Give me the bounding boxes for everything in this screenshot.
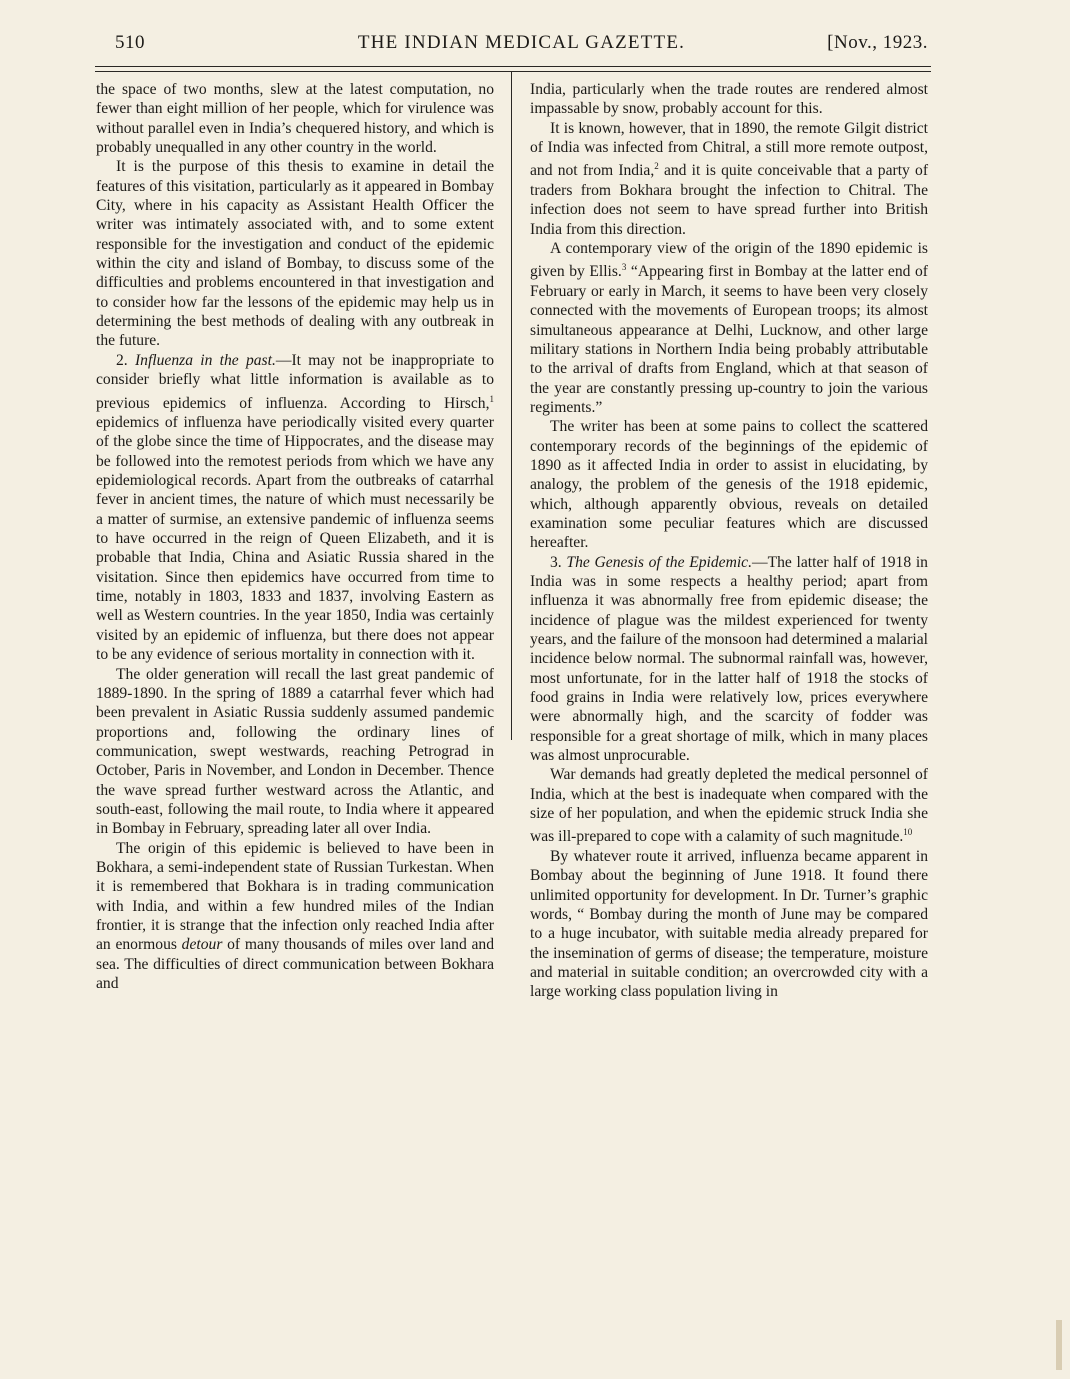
- paragraph: [530, 765, 928, 847]
- right-column: [530, 80, 928, 1002]
- paragraph: India, particularly when the trade routes are rendered almost impassable by snow, probably account for this.: [530, 81, 928, 118]
- header-rule-bottom: [95, 71, 931, 72]
- header-rule-top: [95, 66, 931, 67]
- paragraph-text: War demands had greatly depleted the medical personnel of India, which at the best is inadequate when compared with the size of her population, and when the epidemic struck India she was ill-prepared to cope with a calamity of such magnitude.: [530, 766, 928, 846]
- footnote-ref: 1: [489, 393, 494, 404]
- paragraph-text: It may not be inappropriate to consider briefly what little information is available as to previous epidemics of influenza. According to Hirsch,: [96, 351, 494, 412]
- paragraph-text: A contemporary view of the origin of the 1890 epidemic is given by Ellis.: [530, 239, 928, 281]
- paragraph: [96, 351, 494, 665]
- paragraph: the space of two months, slew at the latest computation, no fewer than eight million of her people, which for virulence was without parallel even in India’s chequered history, and which is probably unequalled in any other country in the world.: [96, 81, 494, 157]
- page-number: 510: [115, 32, 145, 53]
- paragraph: [530, 239, 928, 417]
- issue-date: [Nov., 1923.: [827, 32, 928, 53]
- italic-word: detour: [181, 936, 223, 954]
- paragraph-text: It is known, however, that in 1890, the remote Gilgit district of India was infected from Chitral, a still more remote outpost, and not from India,: [530, 119, 928, 180]
- paragraph-text: epidemics of influenza have periodically visited every quarter of the globe since the time of Hippocrates, and the disease may be followed into the remotest periods from which we have any epidemiological records. Apart from the outbreaks of catarrhal fever in ancient times, the nature of which must necessarily be a matter of surmise, an extensive pandemic of influenza seems to have occurred in the reign of Queen Elizabeth, and it is probable that India, China and Asiatic Russia shared in the visitation. Since then epidemics have occurred from time to time, notably in 1803, 1833 and 1837, involving Eastern as well as Western countries. In the year 1850, India was certainly visited by an epidemic of influenza, but there does not appear to be any evidence of serious mortality in connection with it.: [96, 414, 494, 664]
- running-header: [115, 32, 928, 60]
- paragraph-text: The latter half of 1918 in India was in some respects a healthy period; apart from influenza it was abnormally free from epidemic disease; the incidence of plague was the mildest experienced for twenty years, and the failure of the monsoon had determined a malarial incidence below normal. The subnormal rainfall was, however, most unfortunate, for in the latter half of 1918 the stocks of food grains in India were relatively low, prices everywhere were abnormally high, and the scarcity of fodder was responsible for a great shortage of milk, which in many places was almost unprocurable.: [530, 553, 928, 765]
- paragraph: It is the purpose of this thesis to examine in detail the features of this visitation, particularly as it appeared in Bombay City, where in his capacity as Assistant Health Officer the writer was intimately associated with, and to some extent responsible for the investigation and conduct of the epidemic within the city and island of Bombay, to discuss some of the difficulties and problems encountered in that investigation and to consider how far the lessons of the epidemic may help us in determining the best methods of dealing with any outbreak in the future.: [96, 158, 494, 350]
- journal-title: THE INDIAN MEDICAL GAZETTE.: [357, 32, 686, 53]
- paragraph: [96, 839, 494, 994]
- column-divider: [511, 72, 512, 740]
- section-heading: Influenza in the past.: [134, 351, 276, 369]
- left-column: [96, 80, 494, 993]
- section-number: 2.: [116, 351, 128, 369]
- paragraph-text: The origin of this epidemic is believed to have been in Bokhara, a semi-independent state of Russian Turkestan. When it is remembered that Bokhara is in trading communication with India, and within a few hundred miles of the Indian frontier, it is strange that the infection only reached India after an enormous: [96, 839, 494, 954]
- paragraph: [530, 119, 928, 239]
- dash: —: [752, 553, 768, 571]
- footnote-ref: 3: [621, 262, 627, 273]
- paragraph: The writer has been at some pains to collect the scattered contemporary records of the beginnings of the epidemic of 1890 as it affected India in order to assist in elucidating, by analogy, the problem of the genesis of the 1918 epidemic, which, although apparently obvious, reveals on detailed examination some peculiar features which are discussed hereafter.: [530, 418, 928, 552]
- paragraph: By whatever route it arrived, influenza became apparent in Bombay about the beginning of June 1918. It found there unlimited opportunity for development. In Dr. Turner’s graphic words, “ Bombay during the month of June may be compared to a huge incubator, with suitable media already prepared for the insemination of germs of disease; the temperature, moisture and material in suitable condition; an overcrowded city with a large working class population living in: [530, 847, 928, 1001]
- footnote-ref: 2: [654, 161, 659, 172]
- section-number: 3.: [550, 553, 562, 571]
- paragraph-text: and it is quite conceivable that a party of traders from Bokhara brought the infection to Chitral. The infection does not seem to have spread further into British India from this direction.: [530, 162, 929, 238]
- page-edge-stain: [1056, 1320, 1062, 1370]
- paragraph-text: of many thousands of miles over land and sea. The difficulties of direct communication between Bokhara and: [96, 936, 495, 992]
- paragraph: The older generation will recall the last great pandemic of 1889-1890. In the spring of 1889 a catarrhal fever which had been prevalent in Asiatic Russia suddenly assumed pandemic proportions and, following the ordinary lines of communication, swept westwards, reaching Petrograd in October, Paris in November, and London in December. Thence the wave spread further westward across the Atlantic, and south-east, following the mail route, to India where it appeared in Bombay in February, spreading later all over India.: [96, 665, 494, 838]
- dash: —: [275, 351, 292, 369]
- section-heading: The Genesis of the Epidemic.: [566, 553, 752, 571]
- paragraph: [530, 553, 928, 766]
- paragraph-text: “Appearing first in Bombay at the latter end of February or early in March, it seems to have been very closely connected with the movements of European troops; its almost simultaneous appearance at Delhi, Lucknow, and other large military stations in Northern India being probably attributable to the arrival of drafts from England, which at that season of the year are constantly pressing up-country to join the various regiments.”: [530, 263, 928, 416]
- footnote-ref: 10: [903, 827, 913, 838]
